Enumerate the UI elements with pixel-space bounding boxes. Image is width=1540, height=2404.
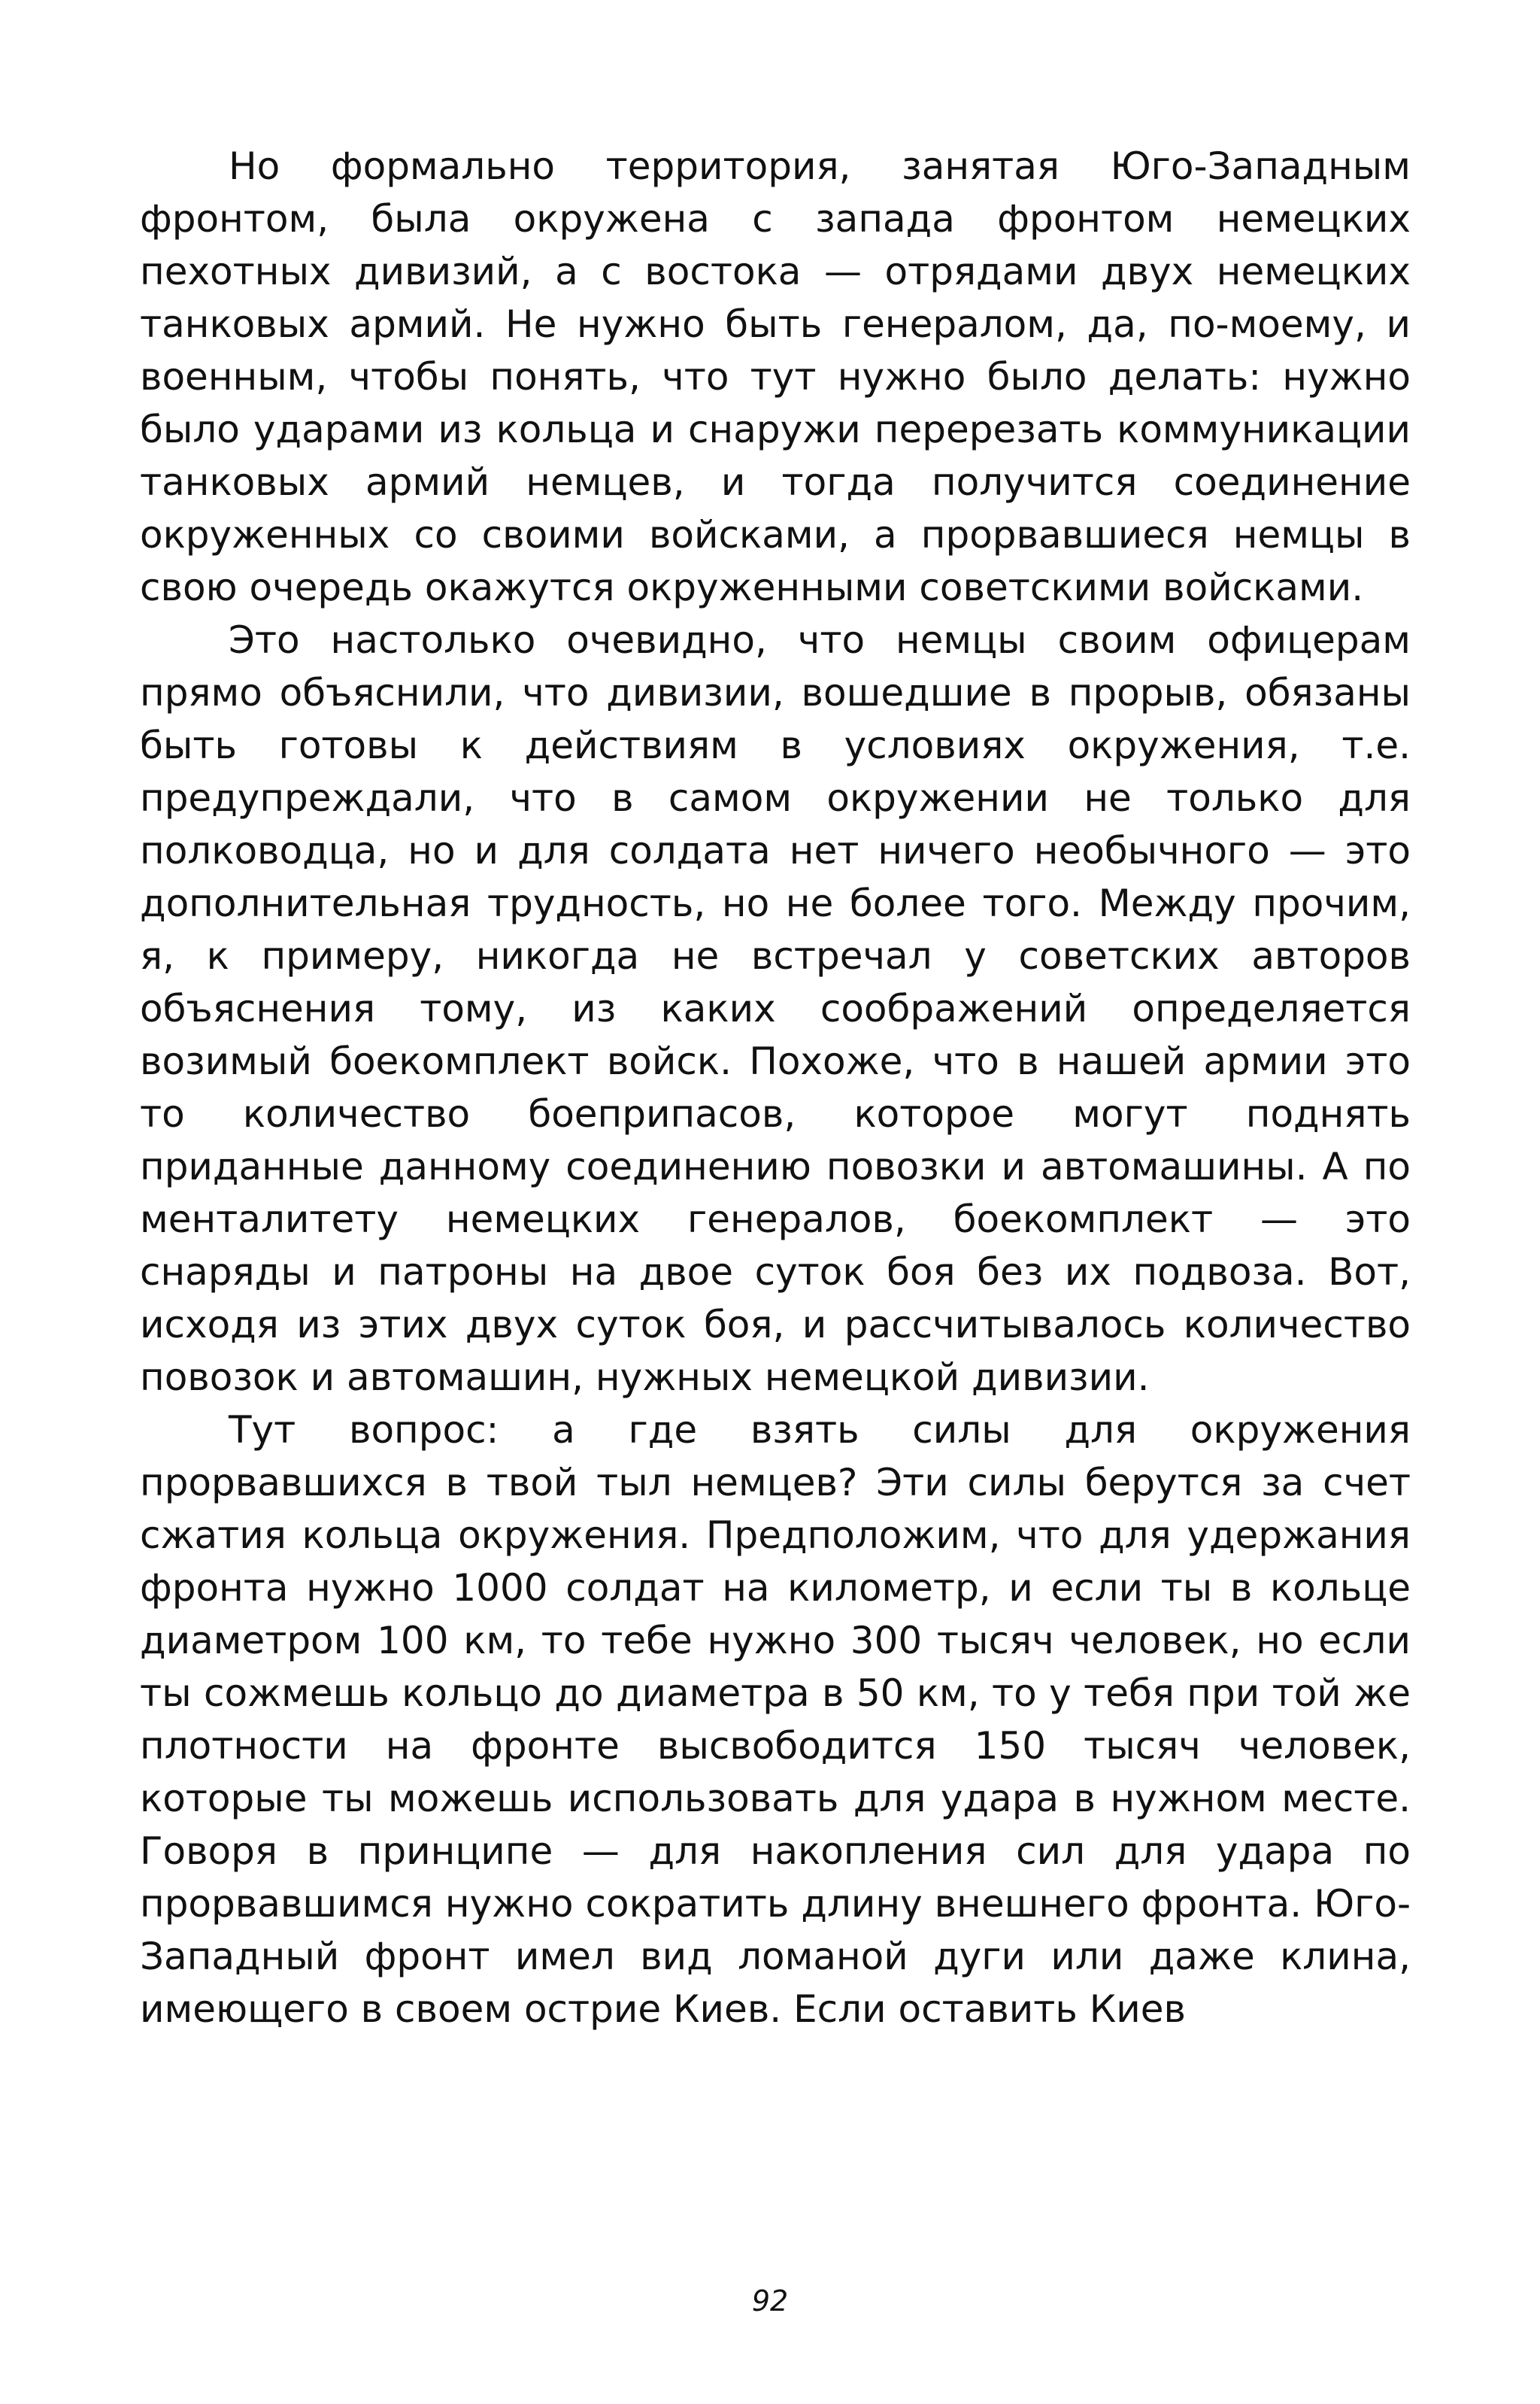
paragraph: Но формально территория, занятая Юго-Западным фронтом, была окружена с запада фронтом немецких пехотных дивизий, а с востока — отрядами двух немецких танковых армий. Не нужно быть генералом, да, по-моему, и военным, чтобы понять, что тут нужно было делать: нужно было ударами из кольца и снаружи перерезать коммуникации танковых армий немцев, и тогда получится соединение окруженных со своими войсками, а прорвавшиеся немцы в свою очередь окажутся окруженными советскими войсками.	[140, 144, 1411, 609]
paragraph: Тут вопрос: а где взять силы для окружения прорвавшихся в твой тыл немцев? Эти силы берутся за счет сжатия кольца окружения. Предположим, что для удержания фронта нужно 1000 солдат на километр, и если ты в кольце диаметром 100 км, то тебе нужно 300 тысяч человек, но если ты сожмешь кольцо до диаметра в 50 км, то у тебя при той же плотности на фронте высвободится 150 тысяч человек, которые ты можешь использовать для удара в нужном месте. Говоря в принципе — для накопления сил для удара по прорвавшимся нужно сократить длину внешнего фронта. Юго-Западный фронт имел вид ломаной дуги или даже клина, имеющего в своем острие Киев. Если оставить Киев	[140, 1408, 1411, 2031]
paragraph: Это настолько очевидно, что немцы своим офицерам прямо объяснили, что дивизии, вошедшие в прорыв, обязаны быть готовы к действиям в условиях окружения, т.е. предупреждали, что в самом окружении не только для полководца, но и для солдата нет ничего необычного — это дополнительная трудность, но не более того. Между прочим, я, к примеру, никогда не встречал у советских авторов объяснения тому, из каких соображений определяется возимый боекомплект войск. Похоже, что в нашей армии это то количество боеприпасов, которое могут поднять приданные данному соединению повозки и автомашины. А по менталитету немецких генералов, боекомплект — это снаряды и патроны на двое суток боя без их подвоза. Вот, исходя из этих двух суток боя, и рассчитывалось количество повозок и автомашин, нужных немецкой дивизии.	[140, 618, 1411, 1399]
page-number: 92	[751, 2284, 789, 2317]
page-body	[140, 140, 1411, 2035]
